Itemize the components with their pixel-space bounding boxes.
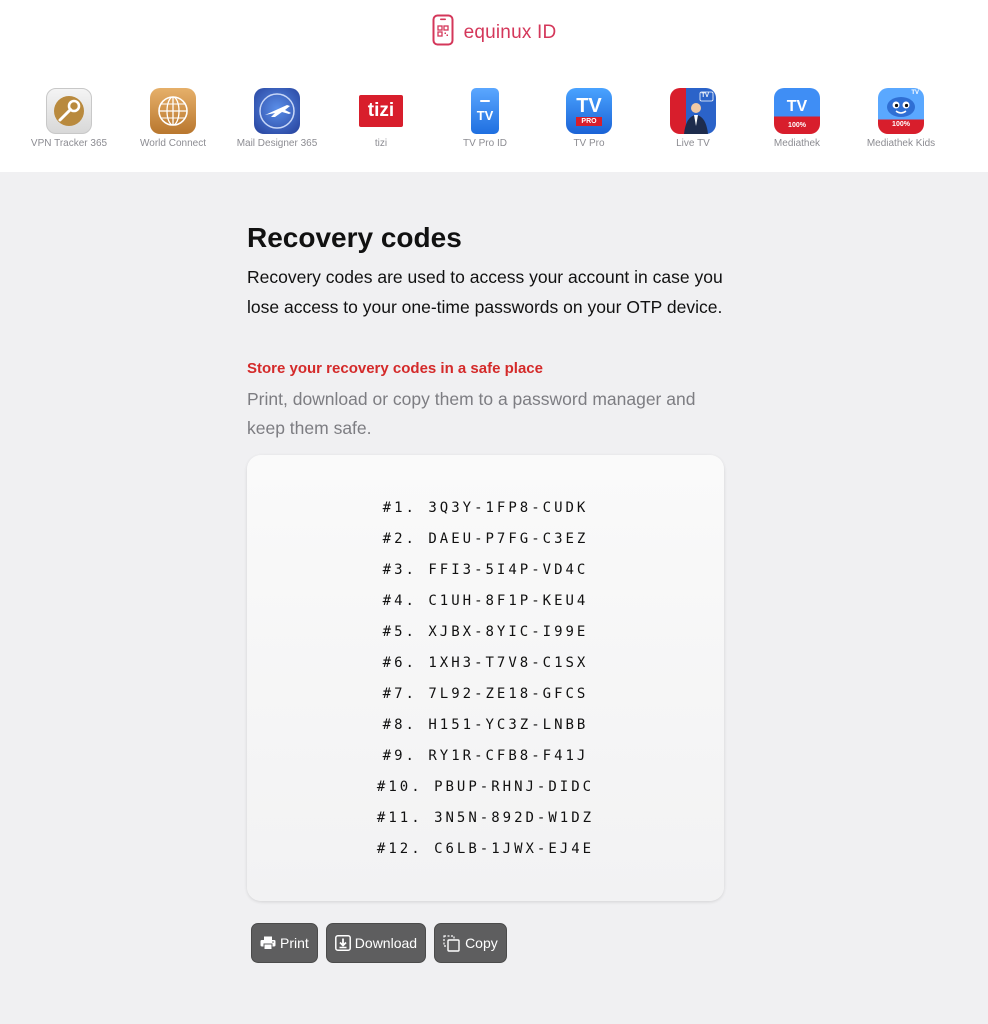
download-button[interactable] [326, 923, 426, 963]
recovery-code: #1. 3Q3Y-1FP8-CUDK [382, 500, 589, 516]
copy-icon [443, 935, 461, 952]
app-tv-pro[interactable] [537, 88, 641, 149]
action-buttons [251, 923, 507, 963]
brand[interactable] [0, 14, 988, 51]
recovery-section [247, 222, 727, 443]
airplane-icon [254, 88, 300, 134]
recovery-code: #5. XJBX-8YIC-I99E [382, 624, 589, 640]
app-label: Mediathek [773, 138, 821, 149]
live-tv-icon: TV [670, 88, 716, 134]
print-label: Print [280, 935, 309, 951]
warning-text: Print, download or copy them to a password manager and keep them safe. [247, 389, 696, 438]
app-live-tv[interactable] [641, 88, 745, 149]
page-title: Recovery codes [247, 222, 462, 253]
codes-list [247, 495, 724, 867]
mediathek-icon: TV 100% [774, 88, 820, 134]
app-label: tizi [374, 138, 388, 149]
copy-label: Copy [465, 935, 498, 951]
app-list [17, 88, 971, 149]
app-label: TV Pro ID [463, 138, 507, 149]
recovery-code: #4. C1UH-8F1P-KEU4 [382, 593, 589, 609]
app-tv-pro-id[interactable] [433, 88, 537, 149]
recovery-code: #3. FFI3-5I4P-VD4C [382, 562, 589, 578]
recovery-code: #2. DAEU-P7FG-C3EZ [382, 531, 589, 547]
tv-pro-icon: TV PRO [566, 88, 612, 134]
download-label: Download [354, 935, 418, 951]
app-label: TV Pro [573, 138, 605, 149]
app-label: Mail Designer 365 [236, 138, 318, 149]
intro-text: Recovery codes are used to access your account in case you lose access to your one-time passwords on your OTP device. [247, 267, 723, 317]
app-mediathek[interactable] [745, 88, 849, 149]
codes-panel [247, 455, 724, 901]
recovery-code: #9. RY1R-CFB8-F41J [382, 748, 589, 764]
app-tizi[interactable] [329, 88, 433, 149]
header [0, 0, 988, 172]
app-mediathek-kids[interactable] [849, 88, 953, 149]
copy-button[interactable] [434, 923, 507, 963]
recovery-code: #10. PBUP-RHNJ-DIDC [376, 779, 595, 795]
phone-qr-icon [432, 14, 454, 51]
tv-pro-id-icon: TV [462, 88, 508, 134]
recovery-code: #12. C6LB-1JWX-EJ4E [376, 841, 595, 857]
warning-title: Store your recovery codes in a safe place [247, 360, 543, 377]
tizi-logo-icon: tizi [358, 88, 404, 134]
recovery-code: #8. H151-YC3Z-LNBB [382, 717, 589, 733]
app-label: World Connect [140, 138, 206, 149]
app-label: Mediathek Kids [866, 138, 936, 149]
brand-name: equinux ID [463, 21, 557, 43]
recovery-code: #11. 3N5N-892D-W1DZ [376, 810, 595, 826]
mediathek-kids-icon: TV 100% [878, 88, 924, 134]
key-icon [46, 88, 92, 134]
app-mail-designer[interactable] [225, 88, 329, 149]
recovery-code: #7. 7L92-ZE18-GFCS [382, 686, 589, 702]
app-vpn-tracker[interactable] [17, 88, 121, 149]
app-world-connect[interactable] [121, 88, 225, 149]
download-icon [335, 935, 351, 951]
app-label: VPN Tracker 365 [30, 138, 108, 149]
recovery-code: #6. 1XH3-T7V8-C1SX [382, 655, 589, 671]
globe-icon [150, 88, 196, 134]
print-button[interactable] [251, 923, 318, 963]
printer-icon [260, 936, 276, 950]
app-label: Live TV [676, 138, 710, 149]
